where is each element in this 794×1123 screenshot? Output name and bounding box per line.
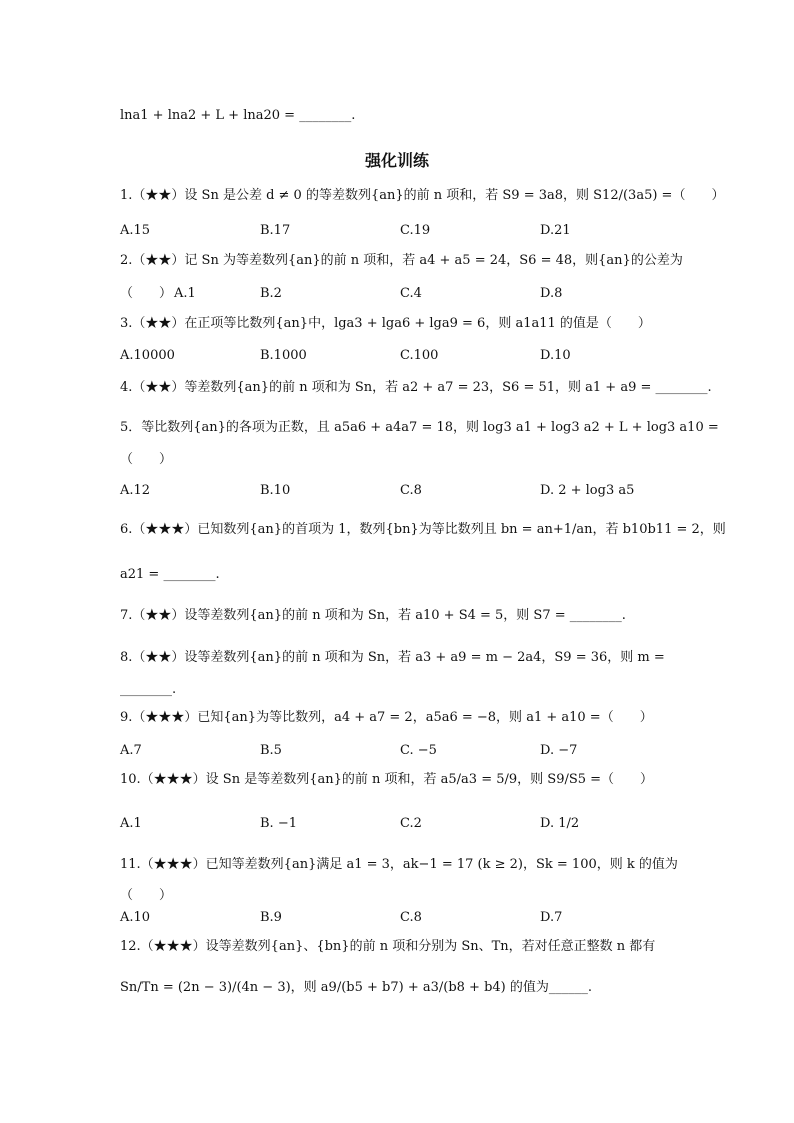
option-a: A.10 <box>120 910 151 925</box>
option-d: D.10 <box>540 348 571 363</box>
question-5: 5．等比数列{an}的各项为正数，且 a5a6 + a4a7 = 18，则 log3 a1 + log3 a2 + L + log3 a10 = <box>120 420 719 435</box>
option-b: B.1000 <box>260 348 307 363</box>
option-d: D. −7 <box>540 743 578 758</box>
option-c: C.2 <box>400 816 422 831</box>
question-1-options <box>120 221 720 241</box>
question-11-paren: （ ） <box>120 888 173 903</box>
option-d: D.7 <box>540 910 563 925</box>
option-a: A.1 <box>120 816 142 831</box>
option-c: C.100 <box>400 348 439 363</box>
option-a: A.7 <box>120 743 142 758</box>
question-12-formula-line: Sn/Tn = (2n − 3)/(4n − 3)，则 a9/(b5 + b7) + a3/(b8 + b4) 的值为______. <box>120 980 592 995</box>
question-2: 2.（★★）记 Sn 为等差数列{an}的前 n 项和，若 a4 + a5 = 24，S6 = 48，则{an}的公差为 <box>120 253 683 268</box>
top-equation-line: lna1 + lna2 + L + lna20 = ________. <box>120 108 356 123</box>
option-c: C.19 <box>400 223 431 238</box>
question-9: 9.（★★★）已知{an}为等比数列，a4 + a7 = 2，a5a6 = −8，则 a1 + a10 =（ ） <box>120 710 653 725</box>
option-a: A.12 <box>120 483 151 498</box>
question-2-options <box>120 284 720 304</box>
option-a: A.15 <box>120 223 151 238</box>
option-b: B.9 <box>260 910 282 925</box>
option-b: B.2 <box>260 286 282 301</box>
question-8-answer-line: ________. <box>120 682 177 697</box>
option-c: C.8 <box>400 483 422 498</box>
question-7: 7.（★★）设等差数列{an}的前 n 项和为 Sn，若 a10 + S4 = 5，则 S7 = ________. <box>120 608 626 623</box>
question-10-options <box>120 814 720 834</box>
question-12: 12.（★★★）设等差数列{an}、{bn}的前 n 项和分别为 Sn、Tn，若对任意正整数 n 都有 <box>120 939 656 954</box>
question-5-paren: （ ） <box>120 452 173 467</box>
option-b: B. −1 <box>260 816 297 831</box>
question-3: 3.（★★）在正项等比数列{an}中，lga3 + lga6 + lga9 = 6，则 a1a11 的值是（ ） <box>120 316 651 331</box>
option-c: C. −5 <box>400 743 437 758</box>
option-b: B.10 <box>260 483 291 498</box>
option-d: D. 2 + log3 a5 <box>540 483 635 498</box>
question-6-answer-line: a21 = ________. <box>120 567 220 582</box>
question-5-options <box>120 481 720 501</box>
question-6: 6.（★★★）已知数列{an}的首项为 1，数列{bn}为等比数列且 bn = an+1/an，若 b10b11 = 2，则 <box>120 522 726 537</box>
question-8: 8.（★★）设等差数列{an}的前 n 项和为 Sn，若 a3 + a9 = m − 2a4，S9 = 36，则 m = <box>120 650 665 665</box>
option-b: B.5 <box>260 743 282 758</box>
option-d: D.21 <box>540 223 571 238</box>
question-2-paren: （ ） <box>120 286 173 301</box>
option-c: C.8 <box>400 910 422 925</box>
option-d: D.8 <box>540 286 563 301</box>
question-10: 10.（★★★）设 Sn 是等差数列{an}的前 n 项和，若 a5/a3 = 5/9，则 S9/S5 =（ ） <box>120 772 654 787</box>
question-1: 1.（★★）设 Sn 是公差 d ≠ 0 的等差数列{an}的前 n 项和，若 S9 = 3a8，则 S12/(3a5) =（ ） <box>120 188 725 203</box>
option-b: B.17 <box>260 223 291 238</box>
option-d: D. 1/2 <box>540 816 580 831</box>
question-3-options <box>120 346 720 366</box>
option-a: A.1 <box>174 286 196 301</box>
question-9-options <box>120 741 720 761</box>
option-c: C.4 <box>400 286 422 301</box>
question-4: 4.（★★）等差数列{an}的前 n 项和为 Sn，若 a2 + a7 = 23，S6 = 51，则 a1 + a9 = ________. <box>120 380 712 395</box>
section-title: 强化训练 <box>364 151 429 170</box>
question-11-options <box>120 908 720 928</box>
option-a: A.10000 <box>120 348 175 363</box>
question-11: 11.（★★★）已知等差数列{an}满足 a1 = 3，ak−1 = 17 (k ≥ 2)，Sk = 100，则 k 的值为 <box>120 857 678 872</box>
